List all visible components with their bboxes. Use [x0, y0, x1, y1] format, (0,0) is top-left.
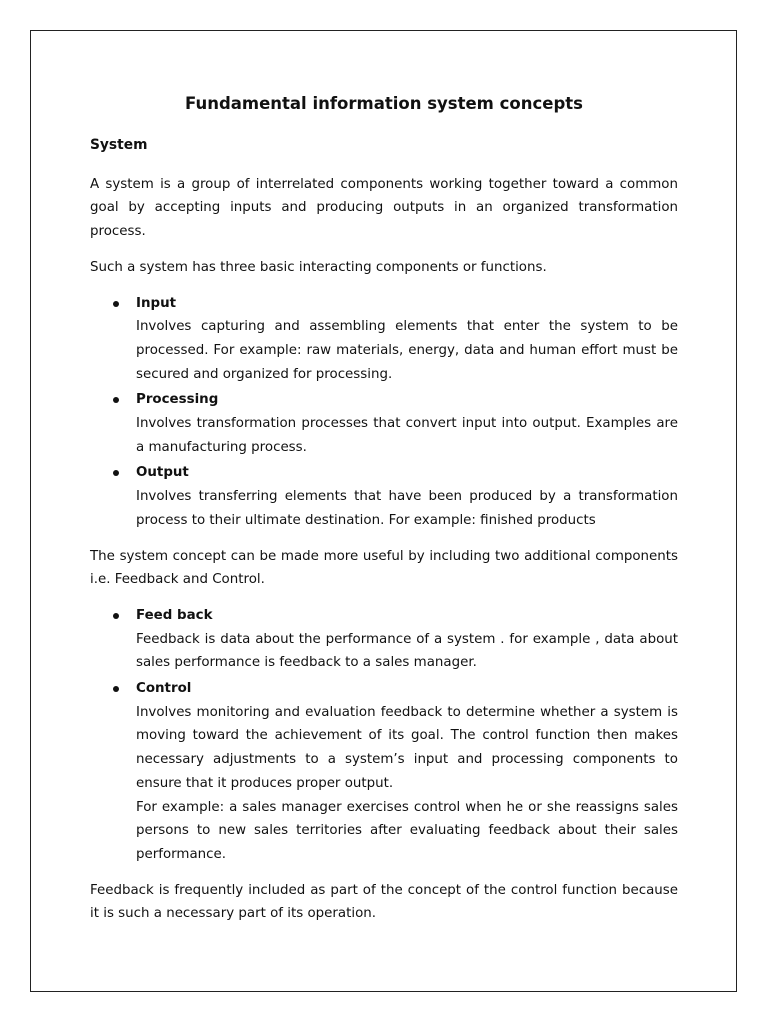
intro-paragraph: A system is a group of interrelated components working together toward a common goal by accepting inputs and producing outputs in an organized transformation process.: [90, 176, 678, 240]
list-item-description: Involves transferring elements that have been produced by a transformation process to their ultimate destination. For example: finished products: [136, 489, 678, 528]
list-item-output: [136, 461, 678, 532]
document-body: [90, 92, 678, 938]
section-heading-system: System: [90, 137, 148, 153]
list-item-term: Feed back: [136, 607, 213, 623]
list-item-description: Involves capturing and assembling elements that enter the system to be processed. For example: raw materials, energy, data and human effort must be secured and organized for processing.: [136, 319, 678, 382]
list-item-term: Output: [136, 465, 189, 481]
list-item-term: Input: [136, 295, 177, 311]
list-item-input: [136, 292, 678, 387]
page-title: Fundamental information system concepts: [185, 94, 583, 113]
list-item-processing: [136, 388, 678, 459]
closing-paragraph: Feedback is frequently included as part of the concept of the control function because it is such a necessary part of its operation.: [90, 882, 678, 922]
bullet-icon: [113, 301, 119, 307]
list-item-description: Feedback is data about the performance of a system . for example , data about sales performance is feedback to a sales manager.: [136, 631, 678, 671]
bullet-icon: [113, 397, 119, 403]
list-item-term: Processing: [136, 392, 219, 408]
additional-components-paragraph: The system concept can be made more useful by including two additional components i.e. Feedback and Control.: [90, 548, 678, 588]
list-item-example: For example: a sales manager exercises control when he or she reassigns sales persons to new sales territories after evaluating feedback about their sales performance.: [136, 799, 678, 862]
list-item-description: Involves transformation processes that convert input into output. Examples are a manufacturing process.: [136, 416, 678, 455]
list-item-term: Control: [136, 681, 192, 697]
bullet-icon: [113, 613, 119, 619]
list-item-control: [136, 677, 678, 867]
bullet-icon: [113, 470, 119, 476]
components-intro-paragraph: Such a system has three basic interacting components or functions.: [90, 259, 547, 275]
bullet-icon: [113, 686, 119, 692]
basic-components-list: [90, 292, 678, 533]
list-item-feedback: [136, 604, 678, 675]
additional-components-list: [90, 604, 678, 867]
list-item-description: Involves monitoring and evaluation feedback to determine whether a system is moving toward the achievement of its goal. The control function then makes necessary adjustments to a system’s input and processing components to ensure that it produces proper output.: [136, 704, 678, 791]
